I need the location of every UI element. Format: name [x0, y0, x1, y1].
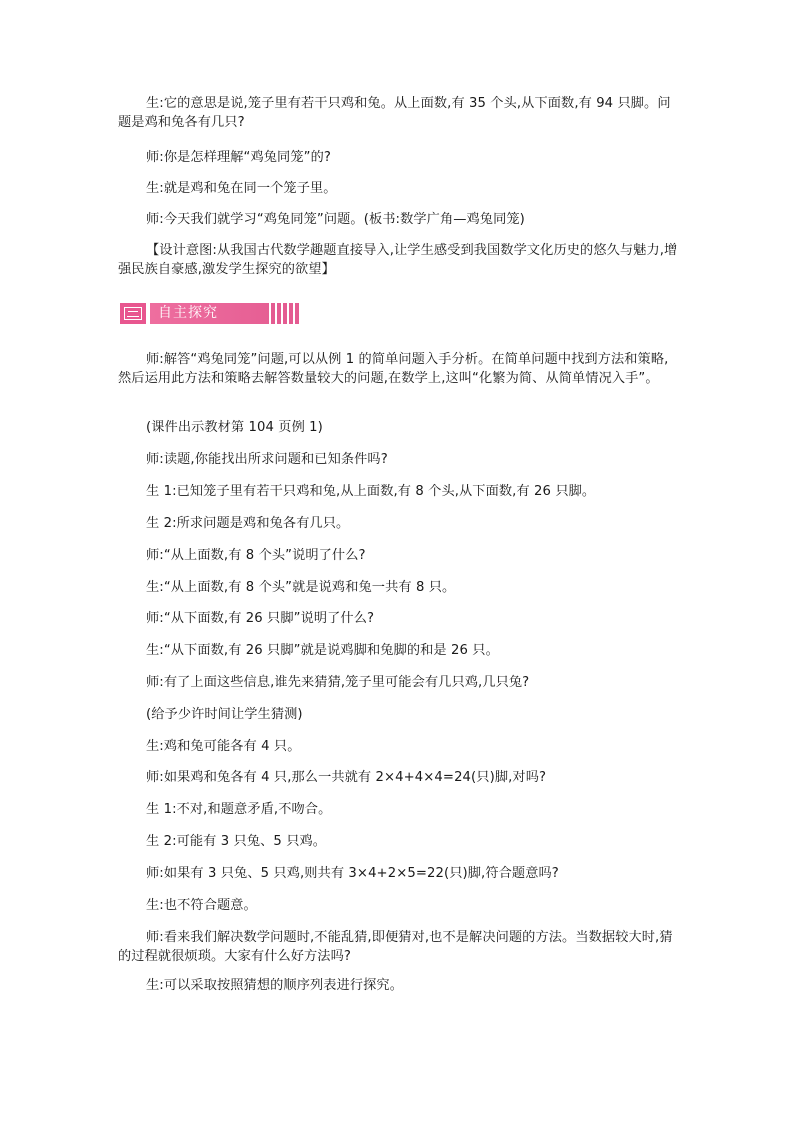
paragraph-check-four: 师:如果鸡和兔各有 4 只,那么一共就有 2×4+4×4=24(只)脚,对吗?: [146, 770, 547, 785]
paragraph-student-answer: 生:就是鸡和兔在同一个笼子里。: [146, 181, 337, 196]
paragraph-lesson-intro: 师:今天我们就学习“鸡兔同笼”问题。(板书:数学广角—鸡兔同笼): [146, 212, 525, 227]
section-number-icon: [120, 303, 146, 324]
paragraph-known-conditions: 生 1:已知笼子里有若干只鸡和兔,从上面数,有 8 个头,从下面数,有 26 只脚。: [146, 484, 596, 499]
paragraph-courseware: (课件出示教材第 104 页例 1): [146, 420, 323, 435]
section-header: [120, 303, 301, 324]
paragraph-list-method: 生:可以采取按照猜想的顺序列表进行探究。: [146, 978, 404, 993]
paragraph-guess-prompt: 师:有了上面这些信息,谁先来猜猜,笼子里可能会有几只鸡,几只兔?: [146, 675, 530, 690]
paragraph-heads-question: 师:“从上面数,有 8 个头”说明了什么?: [146, 548, 366, 563]
section-title-band: [150, 303, 301, 324]
paragraph-check-three-five: 师:如果有 3 只兔、5 只鸡,则共有 3×4+2×5=22(只)脚,符合题意吗?: [146, 866, 559, 881]
paragraph-guess-four: 生:鸡和兔可能各有 4 只。: [146, 739, 301, 754]
paragraph-teacher-question: 师:你是怎样理解“鸡兔同笼”的?: [146, 150, 331, 165]
section-stripes: [269, 303, 301, 324]
paragraph-guess-time: (给予少许时间让学生猜测): [146, 707, 303, 722]
paragraph-question: 生 2:所求问题是鸡和兔各有几只。: [146, 516, 350, 531]
paragraph-explanation: 生:它的意思是说,笼子里有若干只鸡和兔。从上面数,有 35 个头,从下面数,有 94 只脚。问题是鸡和兔各有几只?: [118, 96, 671, 130]
paragraph-not-match: 生 1:不对,和题意矛盾,不吻合。: [146, 802, 332, 817]
paragraph-method: 师:解答“鸡兔同笼”问题,可以从例 1 的简单问题入手分析。在简单问题中找到方法和策略,然后运用此方法和策略去解答数量较大的问题,在数学上,这叫“化繁为简、从简单情况入手”。: [118, 352, 669, 386]
paragraph-read-problem: 师:读题,你能找出所求问题和已知条件吗?: [146, 452, 388, 467]
paragraph-heads-answer: 生:“从上面数,有 8 个头”就是说鸡和兔一共有 8 只。: [146, 580, 456, 595]
section-title: 自主探究: [158, 305, 218, 321]
paragraph-guess-three-five: 生 2:可能有 3 只兔、5 只鸡。: [146, 834, 327, 849]
paragraph-feet-question: 师:“从下面数,有 26 只脚”说明了什么?: [146, 611, 375, 626]
paragraph-feet-answer: 生:“从下面数,有 26 只脚”就是说鸡脚和兔脚的和是 26 只。: [146, 643, 499, 658]
paragraph-design-intent: 【设计意图:从我国古代数学趣题直接导入,让学生感受到我国数学文化历史的悠久与魅力,增强民族自豪感,激发学生探究的欲望】: [118, 243, 678, 277]
paragraph-also-not-match: 生:也不符合题意。: [146, 898, 257, 913]
paragraph-no-guessing: 师:看来我们解决数学问题时,不能乱猜,即便猜对,也不是解决问题的方法。当数据较大时,猜的过程就很烦琐。大家有什么好方法吗?: [118, 930, 673, 964]
